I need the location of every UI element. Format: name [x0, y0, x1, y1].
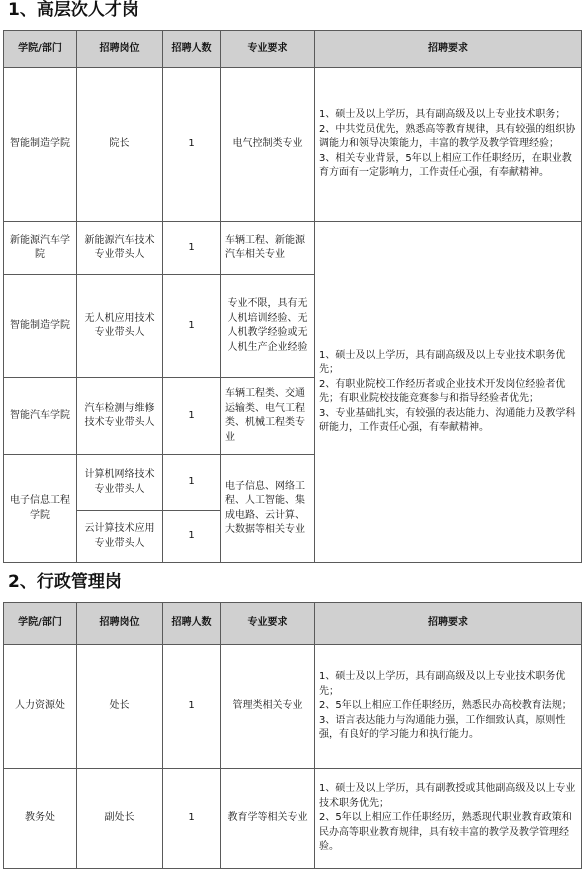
requirement-line: 1、硕士及以上学历，具有副高级及以上专业技术职务；	[319, 109, 566, 121]
requirement-line: 2、有职业院校工作经历者或企业技术开发岗位经验者优先；有职业院校技能竞赛参与和指导经验者优先；	[319, 378, 566, 404]
dept-cell: 教务处	[4, 769, 77, 869]
major-cell: 电子信息、网络工程、人工智能、集成电路、云计算、大数据等相关专业	[221, 455, 315, 563]
header-requirements: 招聘要求	[315, 603, 582, 645]
requirement-line: 1、硕士及以上学历，具有副高级及以上专业技术职务优先；	[319, 349, 566, 375]
header-count: 招聘人数	[163, 31, 221, 68]
table-row	[4, 222, 582, 275]
requirement-line: 2、5年以上相应工作任职经历，熟悉民办高校教育法规；	[319, 700, 572, 712]
count-cell: 1	[163, 769, 221, 869]
table-row	[4, 769, 582, 869]
table-row	[4, 68, 582, 222]
header-dept: 学院/部门	[4, 603, 77, 645]
dept-cell: 智能制造学院	[4, 68, 77, 222]
header-dept: 学院/部门	[4, 31, 77, 68]
position-cell: 新能源汽车技术专业带头人	[77, 222, 163, 275]
position-cell: 汽车检测与维修技术专业带头人	[77, 378, 163, 455]
count-cell: 1	[163, 455, 221, 511]
major-cell: 车辆工程、新能源汽车相关专业	[221, 222, 315, 275]
major-cell: 专业不限，具有无人机培训经验、无人机教学经验或无人机生产企业经验	[221, 275, 315, 378]
shared-requirements-cell	[315, 222, 582, 563]
dept-cell: 人力资源处	[4, 645, 77, 769]
dept-cell: 电子信息工程学院	[4, 455, 77, 563]
requirement-line: 1、硕士及以上学历，具有副教授或其他副高级及以上专业技术职务优先；	[319, 783, 576, 809]
requirements-cell	[315, 68, 582, 222]
requirement-line: 3、语言表达能力与沟通能力强，工作细致认真，原则性强，有良好的学习能力和执行能力。	[319, 714, 566, 741]
major-cell: 教育学等相关专业	[221, 769, 315, 869]
position-cell: 云计算技术应用专业带头人	[77, 511, 163, 563]
count-cell: 1	[163, 645, 221, 769]
position-cell: 院长	[77, 68, 163, 222]
count-cell: 1	[163, 222, 221, 275]
requirement-line: 3、专业基础扎实，有较强的表达能力、沟通能力及教学科研能力，工作责任心强，有奉献精神。	[319, 407, 576, 433]
header-major: 专业要求	[221, 603, 315, 645]
count-cell: 1	[163, 511, 221, 563]
section-title-high-level: 1、高层次人才岗	[8, 0, 139, 20]
requirement-line: 1、硕士及以上学历，具有副高级及以上专业技术职务优先；	[319, 671, 566, 697]
major-cell: 电气控制类专业	[221, 68, 315, 222]
header-requirements: 招聘要求	[315, 31, 582, 68]
requirements-cell	[315, 769, 582, 869]
dept-cell: 智能制造学院	[4, 275, 77, 378]
position-cell: 计算机网络技术专业带头人	[77, 455, 163, 511]
major-cell: 车辆工程类、交通运输类、电气工程类、机械工程类专业	[221, 378, 315, 455]
major-cell: 管理类相关专业	[221, 645, 315, 769]
section-title-admin: 2、行政管理岗	[8, 572, 122, 592]
table-row	[4, 645, 582, 769]
requirement-line: 2、5年以上相应工作任职经历，熟悉现代职业教育政策和民办高等职业教育规律，具有较丰富的教学及教学管理经验。	[319, 812, 572, 853]
header-count: 招聘人数	[163, 603, 221, 645]
header-position: 招聘岗位	[77, 31, 163, 68]
header-position: 招聘岗位	[77, 603, 163, 645]
count-cell: 1	[163, 68, 221, 222]
table-header-row	[4, 31, 582, 68]
dept-cell: 智能汽车学院	[4, 378, 77, 455]
requirements-cell	[315, 645, 582, 769]
header-major: 专业要求	[221, 31, 315, 68]
requirement-line: 2、中共党员优先，熟悉高等教育规律，具有较强的组织协调能力和领导决策能力，丰富的教学及教学管理经验；	[319, 123, 576, 150]
admin-management-table	[3, 602, 582, 869]
dept-cell: 新能源汽车学院	[4, 222, 77, 275]
requirement-line: 3、相关专业背景，5年以上相应工作任职经历，在职业教育方面有一定影响力，工作责任心强，有奉献精神。	[319, 152, 572, 179]
position-cell: 副处长	[77, 769, 163, 869]
position-cell: 无人机应用技术专业带头人	[77, 275, 163, 378]
count-cell: 1	[163, 275, 221, 378]
high-level-talent-table	[3, 30, 582, 563]
position-cell: 处长	[77, 645, 163, 769]
table-header-row	[4, 603, 582, 645]
count-cell: 1	[163, 378, 221, 455]
